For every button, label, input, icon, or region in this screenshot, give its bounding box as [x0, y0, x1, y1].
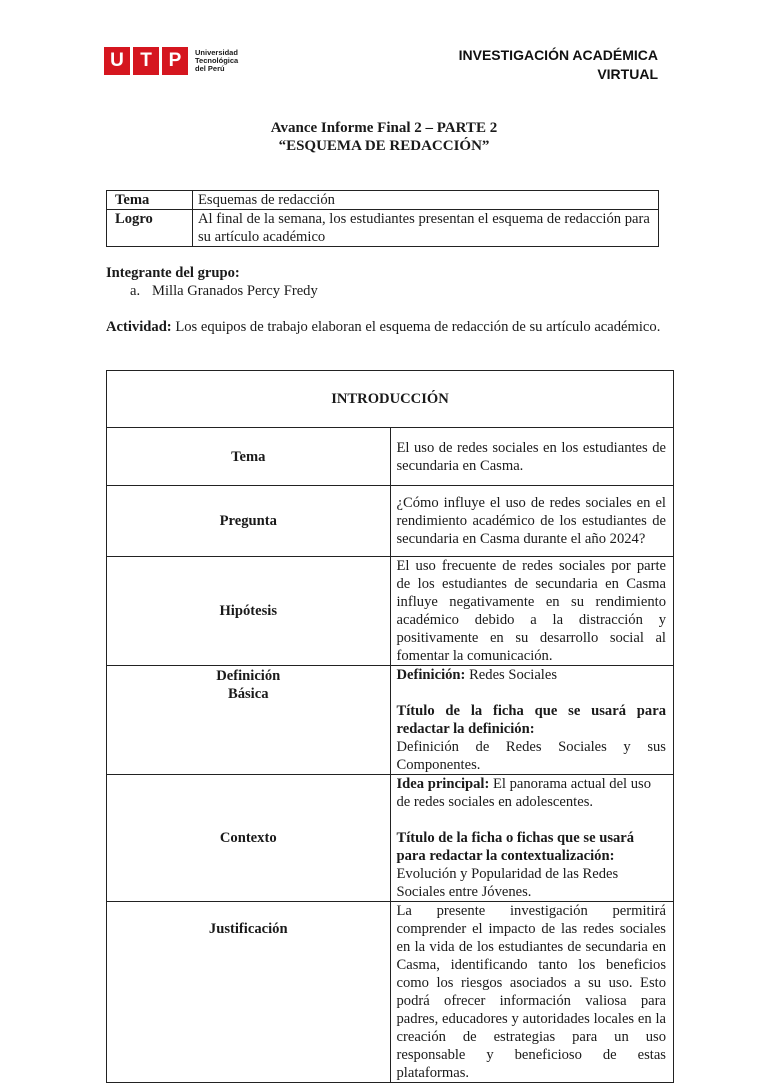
member-name: Milla Granados Percy Fredy — [152, 283, 318, 299]
intro-heading-row — [107, 371, 674, 428]
header-title — [459, 46, 658, 84]
hipotesis-label: Hipótesis — [107, 557, 391, 666]
member-marker: a. — [130, 283, 141, 299]
document-title-line1: Avance Informe Final 2 – PARTE 2 — [270, 120, 498, 136]
pregunta-label: Pregunta — [107, 486, 391, 557]
contexto-label: Contexto — [107, 775, 391, 902]
logo-text — [195, 49, 238, 73]
info-tema-label: Tema — [107, 191, 193, 210]
utp-logo — [104, 47, 238, 75]
contexto-value — [390, 775, 674, 902]
introduction-table — [106, 370, 674, 1083]
info-logro-label: Logro — [107, 210, 193, 247]
info-row-logro — [107, 210, 659, 247]
pregunta-value: ¿Cómo influye el uso de redes sociales en el rendimiento académico de los estudiantes de secundaria en Casma durante el año 2024? — [390, 486, 674, 557]
definicion-sub-label: Definición: — [396, 667, 466, 683]
intro-heading: INTRODUCCIÓN — [107, 371, 674, 428]
header-title-line2: VIRTUAL — [597, 66, 658, 82]
activity-label: Actividad: — [106, 319, 172, 335]
definicion-ficha-label: Título de la ficha que se usará para redactar la definición: — [396, 703, 666, 737]
definicion-label-line2: Básica — [227, 686, 269, 702]
members-heading: Integrante del grupo: — [106, 265, 240, 281]
info-table — [106, 190, 659, 247]
definicion-sub-value: Redes Sociales — [465, 667, 558, 683]
row-definicion — [107, 666, 674, 775]
info-row-tema — [107, 191, 659, 210]
activity-text: Los equipos de trabajo elaboran el esquema de redacción de su artículo académico. — [171, 319, 661, 335]
justificacion-label: Justificación — [107, 902, 391, 1083]
definicion-label-line1: Definición — [216, 668, 281, 684]
contexto-idea-label: Idea principal: — [396, 776, 490, 792]
info-logro-value: Al final de la semana, los estudiantes presentan el esquema de redacción para su artículo académico — [193, 210, 659, 247]
justificacion-value: La presente investigación permitirá comprender el impacto de las redes sociales en la vida de los estudiantes de secundaria en Casma, identificando tanto los beneficios como los riesgos asociados a su uso. Esto podrá ofrecer información valiosa para padres, educadores y autoridades locales en la creación de estrategias para un uso responsable y beneficioso de estas plataformas. — [390, 902, 674, 1083]
definicion-value — [390, 666, 674, 775]
logo-letter-u: U — [104, 47, 130, 75]
row-tema — [107, 428, 674, 486]
contexto-ficha-label: Título de la ficha o fichas que se usará para redactar la contextualización: — [396, 830, 635, 864]
header-title-line1: INVESTIGACIÓN ACADÉMICA — [458, 47, 658, 63]
hipotesis-value: El uso frecuente de redes sociales por parte de los estudiantes de secundaria en Casma influye negativamente en su rendimiento académico debido a la distracción y positivamente en su desarrollo social al fomentar la comunicación. — [390, 557, 674, 666]
row-justificacion — [107, 902, 674, 1083]
row-hipotesis — [107, 557, 674, 666]
tema-value: El uso de redes sociales en los estudiantes de secundaria en Casma. — [390, 428, 674, 486]
definicion-label — [107, 666, 391, 775]
contexto-idea-value: El panorama actual del uso de redes sociales en adolescentes. — [396, 776, 652, 810]
logo-letter-p: P — [162, 47, 188, 75]
logo-text-line: del Perú — [195, 64, 225, 73]
tema-label: Tema — [107, 428, 391, 486]
definicion-ficha-value: Definición de Redes Sociales y sus Componentes. — [396, 739, 666, 773]
document-title-line2: “ESQUEMA DE REDACCIÓN” — [278, 138, 490, 154]
contexto-ficha-value: Evolución y Popularidad de las Redes Sociales entre Jóvenes. — [396, 866, 619, 900]
logo-text-line: Tecnológica — [195, 56, 239, 65]
logo-letter-t: T — [133, 47, 159, 75]
logo-text-line: Universidad — [195, 48, 238, 57]
row-pregunta — [107, 486, 674, 557]
document-title — [0, 119, 768, 155]
member-item — [130, 282, 318, 300]
row-contexto — [107, 775, 674, 902]
info-tema-value: Esquemas de redacción — [193, 191, 659, 210]
activity-paragraph — [106, 318, 666, 336]
